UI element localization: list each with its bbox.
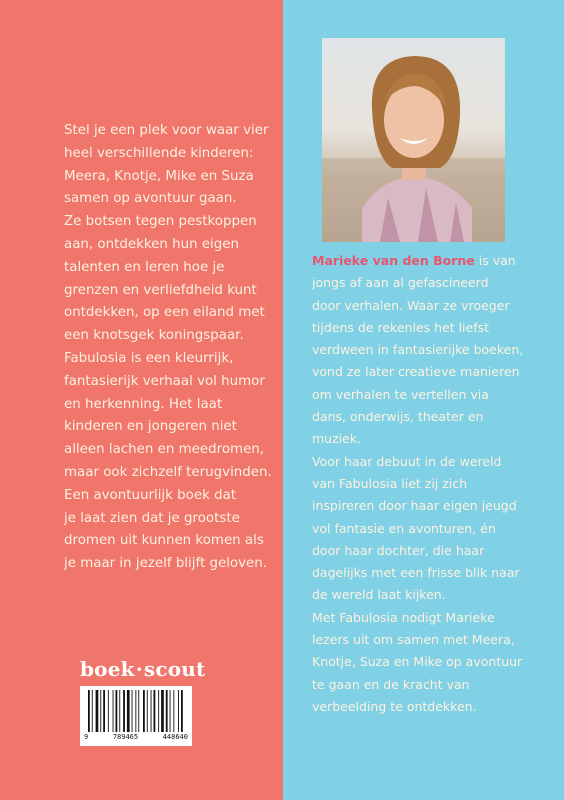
barcode-digits [80, 733, 192, 741]
barcode-bar [158, 690, 159, 732]
barcode-bars [88, 690, 184, 732]
publisher-logo-part1: boek [80, 657, 135, 681]
blurb-line: heel verschillende kinderen: [64, 145, 254, 161]
bio-line: tijdens de rekenles het liefst [312, 319, 490, 335]
barcode-bar [108, 690, 109, 732]
blurb-line: Stel je een plek voor waar vier [64, 123, 269, 138]
bio-line [312, 250, 557, 272]
bio-line: om verhalen te vertellen via [312, 386, 489, 402]
blurb-line: Ze botsen tegen pestkoppen [64, 214, 257, 230]
bio-line: vol fantasie en avonturen, én [312, 520, 496, 536]
barcode-bar [123, 690, 125, 732]
barcode-bar [132, 690, 133, 732]
bio-line: te gaan en de kracht van [312, 676, 470, 692]
blurb-line: je maar in jezelf blijft geloven. [64, 556, 268, 572]
barcode-bar [178, 690, 179, 732]
author-bio [312, 250, 557, 718]
publisher-logo-part2: scout [143, 657, 206, 681]
bio-line: door haar dochter, die haar [312, 542, 485, 558]
bio-line: verdween in fantasierijke boeken, [312, 342, 524, 358]
blurb-line: een knotsgek koningspaar. [64, 328, 244, 344]
barcode-bar [161, 690, 164, 732]
barcode-bar [143, 690, 145, 732]
blurb-line: dromen uit kunnen komen als [64, 533, 264, 549]
barcode-bar [154, 690, 156, 732]
bio-line: dans, onderwijs, theater en [312, 409, 484, 425]
barcode-bar [173, 690, 174, 732]
barcode-bar [138, 690, 139, 732]
author-photo [322, 38, 505, 242]
bio-line: lezers uit om samen met Meera, [312, 632, 515, 648]
blurb-line: grenzen en verliefdheid kunt [64, 282, 257, 298]
barcode-bar [103, 690, 105, 732]
blurb-line: fantasierijk verhaal vol humor [64, 373, 265, 389]
bio-line: verbeelding te ontdekken. [312, 698, 477, 714]
barcode-bar [166, 690, 168, 732]
barcode-group-1: 789465 [112, 733, 139, 741]
barcode-bar [100, 690, 101, 732]
publisher-logo [80, 657, 205, 681]
barcode-bar [127, 690, 130, 732]
author-name: Marieke van den Borne [312, 253, 475, 268]
blurb-line: Fabulosia is een kleurrijk, [64, 350, 234, 366]
bio-line: inspireren door haar eigen jeugd [312, 498, 517, 514]
blurb-line: alleen lachen en meedromen, [64, 442, 265, 458]
bio-line: door verhalen. Waar ze vroeger [312, 297, 510, 313]
barcode-bar [181, 690, 183, 732]
bio-line: Knotje, Suza en Mike op avontuur [312, 654, 523, 670]
barcode-bar [96, 690, 99, 732]
barcode-group-2: 448640 [162, 733, 188, 741]
blurb-line: kinderen en jongeren niet [64, 419, 237, 435]
barcode-bar [88, 690, 90, 732]
blurb-line: samen op avontuur gaan. [64, 191, 237, 207]
blurb-line: je laat zien dat je grootste [64, 510, 240, 526]
barcode-bar [113, 690, 114, 732]
bio-line: Voor haar debuut in de wereld [312, 453, 502, 469]
barcode-bar [151, 690, 152, 732]
bio-line: van Fabulosia liet zij zich [312, 475, 468, 491]
bio-first-line-rest: is van [474, 253, 516, 268]
blurb-line: talenten en leren hoe je [64, 259, 225, 275]
barcode-bar [147, 690, 148, 732]
bio-line: dagelijks met een frisse blik naar [312, 565, 520, 581]
bio-line: muziek. [312, 431, 362, 447]
bio-line: de wereld laat kijken. [312, 587, 446, 603]
bio-line: vond ze later creatieve manieren [312, 364, 520, 380]
barcode-bar [119, 690, 120, 732]
book-blurb [64, 120, 274, 576]
publisher-logo-separator: · [135, 657, 143, 681]
isbn-barcode [80, 686, 192, 746]
bio-line: jongs af aan al gefascineerd [312, 275, 489, 291]
barcode-bar [92, 690, 93, 732]
barcode-lead-digit: 9 [84, 733, 89, 741]
barcode-bar [170, 690, 171, 732]
barcode-bar [135, 690, 136, 732]
blurb-line: aan, ontdekken hun eigen [64, 236, 239, 252]
bio-line: Met Fabulosia nodigt Marieke [312, 609, 495, 625]
blurb-line: ontdekken, op een eiland met [64, 305, 265, 321]
blurb-line: Een avontuurlijk boek dat [64, 487, 237, 503]
blurb-line: en herkenning. Het laat [64, 396, 223, 412]
blurb-line: Meera, Knotje, Mike en Suza [64, 168, 254, 184]
author-portrait-illustration [322, 38, 505, 242]
blurb-line: maar ook zichzelf terugvinden. [64, 464, 272, 480]
barcode-bar [116, 690, 118, 732]
